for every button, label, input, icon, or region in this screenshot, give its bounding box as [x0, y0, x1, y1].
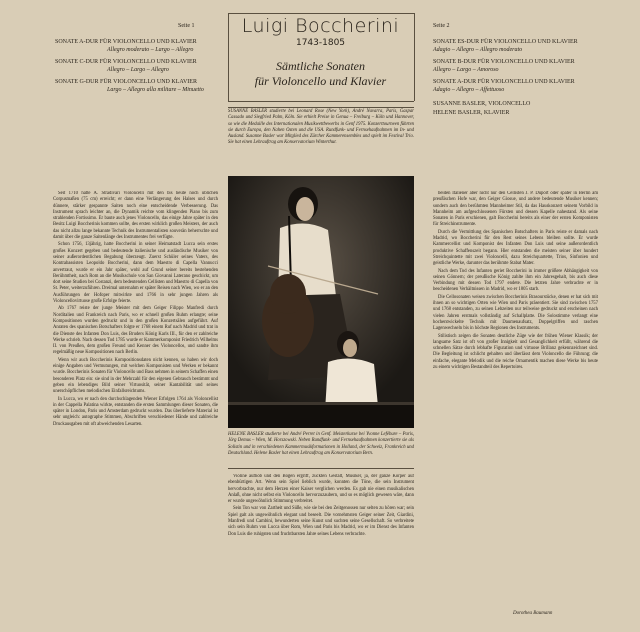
- essay-paragraph: In Lucca, wo er nach den durchschlagenden Wiener Erfolgen 1764 als Violoncellist in der Cappella Palatina wirkte, entstanden die ersten Sammlungen dieser Sonaten, die später in London, Paris und Amsterdam gedruckt wurden. Das überlieferte Material ist sehr ungleich: autographe Stimmen, Abschriften verschiedener Hände und zahlreiche Druckausgaben mit oft abweichenden Lesarten.: [53, 396, 218, 427]
- essay-paragraph: Sein Ton war von Zartheit und Süße, wie sie bei den Zeitgenossen nur selten zu hören war; sein Spiel galt als ungewöhnlich elegant und beseelt. Die vornehmsten Geiger seiner Zeit, Giardini, Manfredi und Cambini, bewunderten seine Kunst und suchten seine Gesellschaft. So verbreitete sich sein Ruhm von Lucca über Rom, Wien und Paris bis Madrid, wo er im Dienst des Infanten Don Luis die ruhigsten und fruchtbarsten Jahre seines Lebens verbrachte.: [228, 506, 414, 537]
- pianist-biography: HELENE BASLER studierte bei André Perret in Genf. Meisterkurse bei Yvonne Lefébure – Paris, Jörg Demus – Wien, M. Horszowski. Neben Rundfunk- und Fernsehaufnahmen konzertierte sie als Solistin und in verschiedenen Kammermusikformationen in Holland, der Schweiz, Frankreich und Deutschland. Helene Basler hat einen Lehrauftrag am Konservatorium Bern.: [228, 432, 414, 456]
- track-title: SONATE B-DUR FÜR VIOLONCELLO UND KLAVIER: [433, 58, 575, 65]
- cellist-biography: SUSANNE BASLER studierte bei Leonard Rose (New York), André Navarra, Paris, Gaspar Cassado und Siegfried Palm, Köln. Sie erhielt Preise in Genua – Freiburg – Köln und Hannover, so wie die Medaille des Internationalen Musikwettbewerbs in Genf 1975. Konzerttourneen führten sie durch Europa, den Nahen Osten und die USA. Rundfunk- und Fernsehaufnahmen im In- und Ausland. Susanne Basler war Mitglied des Zürcher Kammerensembles und spielt im Festival Trio. Sie hat einen Lehrauftrag am Konservatorium Winterthur.: [228, 109, 414, 146]
- essay-paragraph: Nach dem Tod des Infanten geriet Boccherini in immer größere Abhängigkeit von seinen Gönnern; der preußische König zahlte ihm ein Jahresgehalt, bis auch diese Verbindung mit dessen Tod 1797 endete. Die letzten Jahre verbrachte er in bescheidenen Verhältnissen in Madrid, wo er 1805 starb.: [433, 268, 598, 293]
- composer-name: Luigi Boccherini: [241, 15, 400, 37]
- track-movements: Allegro – Largo – Amoroso: [433, 67, 499, 74]
- essay-author: Dorothea Baumann: [513, 611, 553, 616]
- essay-column-center: [228, 474, 414, 624]
- essay-paragraph: Stilistisch zeigen die Sonaten deutliche Züge wie der frühen Wiener Klassik; der langsame Satz ist oft von großer Innigkeit und Gesanglichkeit erfüllt, während die schnellen Sätze durch lebhafte Figuration und virtuose Brillanz gekennzeichnet sind. Die Begleitung ist schlicht gehalten und überlässt dem Violoncello die Führung; die einfache, elegante Melodik und die reiche Ornamentik machen diese Werke bis heute zu einem wichtigen Bestandteil des Repertoires.: [433, 333, 598, 371]
- side-2-label: Seite 2: [433, 23, 450, 29]
- track-movements: Adagio – Allegro – Allegro moderato: [433, 47, 523, 54]
- essay-paragraph: Die Cellosonaten weisen zwischen Boccherinis Brasourstücke, denen er hat sich mit ihnen an so wichtigen Orten wie Wien und Paris präsentiert. Sie sind zwischen 1757 und 1768 entstanden, zu seinen Lebzeiten nur teilweise gedruckt und erscheinen nach vielen Jahren erstmals vollständig auf Schallplatte. Die Solostimme verlangt eine hochentwickelte Technik mit Daumenaufsatz, Doppelgriffen und raschen Lagenwechseln bis in höchste Regionen des Instruments.: [433, 294, 598, 332]
- title-block: [228, 13, 413, 100]
- side-1-label: Seite 1: [178, 23, 195, 29]
- track-title: SONATE G-DUR FÜR VIOLONCELLO UND KLAVIER: [55, 78, 197, 85]
- performer: SUSANNE BASLER, VIOLONCELLO: [433, 101, 531, 108]
- composer-dates: 1743-1805: [295, 38, 346, 48]
- essay-paragraph: Schon 1756, 13jährig, hatte Boccherini in seiner Heimatstadt Lucca sein erstes großes Konzert gegeben und bedeutende italienische und ausländische Musiker von seiner außerordentlichen Begabung überzeugt. Zuerst Schüler seines Vaters, des Kontrabassisten Leopoldo Boccherini, dann dem Maestro di Capella Vannucci anvertraut, wurde er ein Jahr später, wohl auf Grund seiner bereits bestehenden Berühmtheit, nach Rom an die Musikschule von San Giovanni Laterano geschickt, um dort seine Studien bei Costanzi, dem bedeutenden Cellisten und Maestro di Capella von St. Peter, weiterzuführen. Dreimal unternahm er später Reisen nach Wien, wo er an den Ausführungen der Hofoper mitwirkte und 1766 in sehr jungen Jahren als Violoncellovirtuose große Erfolge feierte.: [53, 242, 218, 305]
- track-title: SONATE A-DUR FÜR VIOLONCELLO UND KLAVIER: [433, 78, 575, 85]
- track-title: SONATE ES-DUR FÜR VIOLONCELLO UND KLAVIER: [433, 39, 578, 45]
- essay-paragraph: Violine aufhob und den Bogen ergriff, zuckten Gestalt, Musiker, ja, der ganze Körper auf ebenbürtigen Art. Wenn sein Spiel lieblich wurde, konnten die Töne, die sein Instrument hervorbrachte, nur dem Herzen einer Kaiser verglichen werden. Es gab nie einen musikalischen Anlaß, ohne nicht selbst ein Violoncello hervorzuzaubern, und so es möglich gewesen wäre, dann er wurde ungewöhnlich Stimmung verbreitet.: [228, 474, 414, 505]
- track-movements: Allegro – Largo – Allegro: [107, 67, 169, 74]
- track-movements: Largo – Allegro alla militare – Minuetto: [107, 87, 204, 94]
- bio-rule: [228, 107, 414, 108]
- essay-paragraph: Durch die Vermittlung des Spanischen Botschafters in Paris reiste er damals nach Madrid, wo Boccherini für den Rest seines Lebens bleiben sollte. Er wurde Kammercellist und Komponist des Infanten Don Luis und seine außerordentlich produktive Schaffenszeit begann. Hier entstanden die meisten seiner über hundert Streichquintette mit zwei Violoncelli, dazu Streichquartette, Trios, Sinfonien und geistliche Werke, darunter das berühmte Stabat Mater.: [433, 229, 598, 267]
- essay-paragraph: Ab 1767 reiste der junge Meister mit dem Geiger Filippo Manfredi durch Norditalien und Frankreich nach Paris, wo er schnell großen Ruhm erlangte; seine Kompositionen wurden gedruckt und in den großen Konzertsälen aufgeführt. Auf Anraten des spanischen Botschafters folgte er 1768 einem Ruf nach Madrid und trat in die Dienste des Infanten Don Luis, des Bruders König Karls III., für den er zahlreiche Werke schrieb. Nach dessen Tod 1785 wurde er Kammerkomponist Friedrich Wilhelms II. von Preußen, dem großen Freund und Kenner des Violoncellos, und sandte ihm regelmäßig neue Kompositionen nach Berlin.: [53, 306, 218, 356]
- performers-photo: [228, 176, 414, 428]
- track-title: SONATE C-DUR FÜR VIOLONCELLO UND KLAVIER: [55, 58, 197, 65]
- essay-paragraph: beiden Italiener aber nicht nur den Cellisten J. P. Duport oder später in Berlin am preußischen Hofe war, den Geiger Giosue, und andere bedeutende Musiker kennen; sondern auch den berühmten Mannheimer Stil, da das Hauskonzert seinem Vorbild in Mannheim am aufgeschlossenen Fürsten und dessen Kapelle nahestand. Als seine Sonaten in Paris erschienen, galt Boccherini bereits als einer der ersten Komponisten für Streichinstrumente.: [433, 191, 598, 228]
- side-2-track-list: [433, 38, 578, 117]
- essay-paragraph: Wenn wir auch Boccherinis Kompositionsdaten nicht kennen, so haben wir doch einige Angaben und Vermutungen, mit welchen Komponisten und Werken er bekannt wurde. Boccherinis Sonaten für Violoncello und Bass nehmen in seinem Schaffen einen besonderen Platz ein: sie sind in der Mehrzahl für den eigenen Gebrauch bestimmt und geben ein lebendiges Bild seiner Virtuosität, seiner Kantabilität und seines unerschöpflichen melodischen Einfallsreichtums.: [53, 357, 218, 395]
- track-movements: Allegro moderato – Largo – Allegro: [107, 47, 194, 54]
- essay-column-left: [53, 191, 218, 621]
- header-bottom-rule: [228, 101, 414, 102]
- side-1-track-list: [55, 38, 204, 94]
- album-subtitle: [228, 59, 413, 89]
- essay-paragraph: Seit 1710 hatte A. Stradivari Violoncelli mit den bis heute noch üblichen Corpusmaßen (75 cm) erreicht; er dann eine Verlängerung des Halses und durch dünnere, stärker gespannte Saiten noch eine entscheidende Verbesserung. Das Instrument sprach leichter an, die Dynamik reichte vom klingenden Piano bis zum strahlenden Fortissimo. Er baute auch jenes Violoncello, das einige Jahre später in den Besitz Luigi Boccherinis kommen sollte, des ersten wirklich großen Meisters, der auch das nicht allzu lange bekannte Technik des Instrumentalisten souverän beherrschte und damit über die ganze Saitenlänge des Instrumentes frei verfügte.: [53, 191, 218, 241]
- caption-rule: [228, 468, 414, 469]
- header-right-rule: [414, 13, 415, 101]
- essay-column-right: [433, 191, 598, 607]
- track-title: SONATE A-DUR FÜR VIOLONCELLO UND KLAVIER: [55, 39, 197, 45]
- track-movements: Adagio – Allegro – Affettuoso: [433, 87, 505, 94]
- performer: HELENE BASLER, KLAVIER: [433, 109, 510, 116]
- photo-illustration: [228, 176, 414, 428]
- subtitle-line: für Violoncello und Klavier: [254, 74, 387, 88]
- subtitle-line: Sämtliche Sonaten: [276, 59, 365, 73]
